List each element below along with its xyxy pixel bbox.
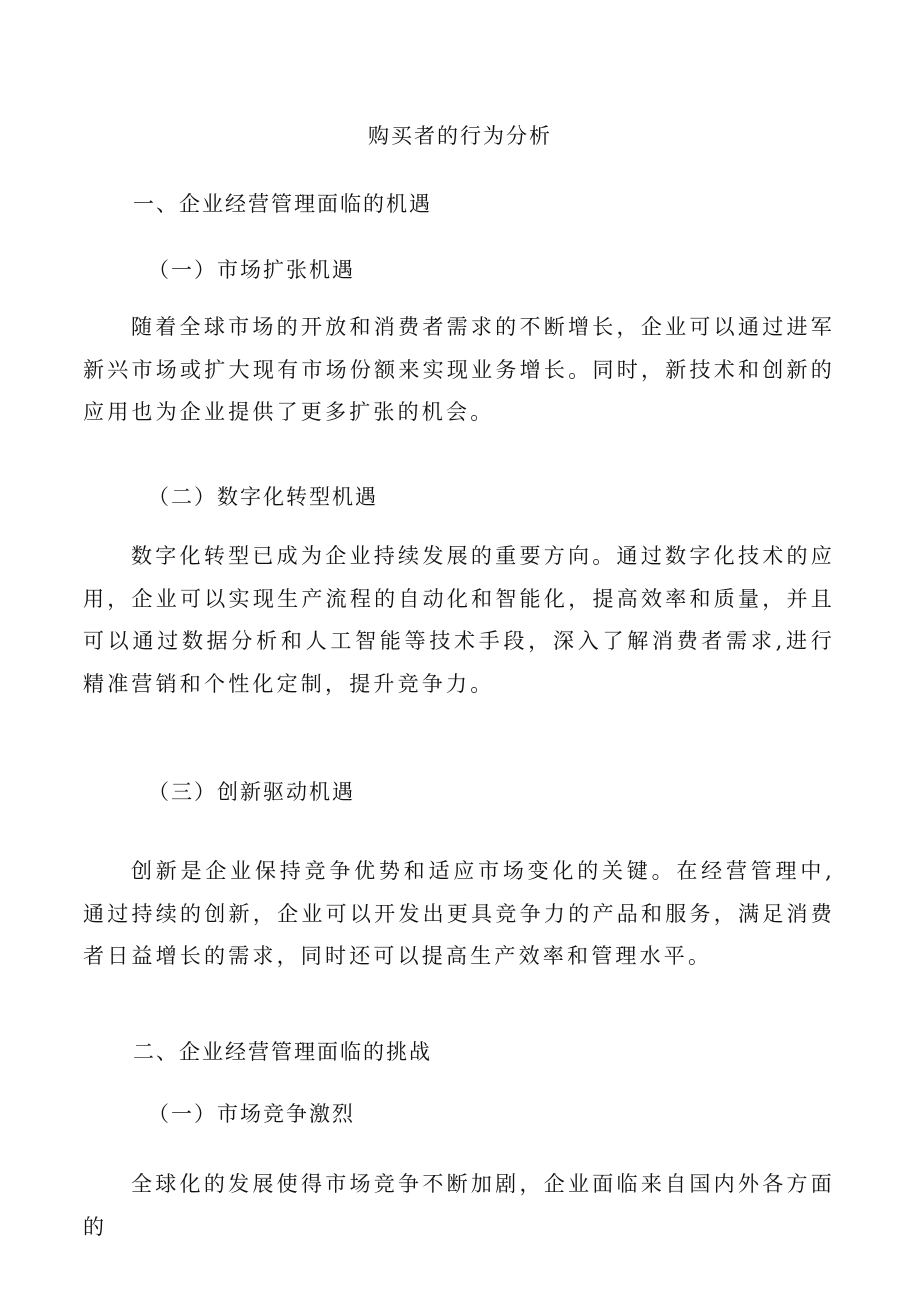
subsection-heading-market-expansion: （一）市场扩张机遇	[148, 258, 355, 282]
paragraph-market-competition: 全球化的发展使得市场竞争不断加剧，企业面临来自国内外各方面的	[83, 1172, 835, 1239]
document-title: 购买者的行为分析	[368, 124, 552, 148]
subsection-heading-innovation: （三）创新驱动机遇	[148, 780, 355, 804]
section-heading-challenges: 二、企业经营管理面临的挑战	[133, 1040, 432, 1064]
section-heading-opportunities: 一、企业经营管理面临的机遇	[133, 192, 432, 216]
paragraph-innovation: 创新是企业保持竞争优势和适应市场变化的关键。在经营管理中,通过持续的创新，企业可以开发出更具竞争力的产品和服务，满足消费者日益增长的需求，同时还可以提高生产效率和管理水平。	[83, 859, 835, 968]
subsection-heading-digital-transformation: （二）数字化转型机遇	[148, 485, 378, 509]
paragraph-market-expansion: 随着全球市场的开放和消费者需求的不断增长，企业可以通过进军新兴市场或扩大现有市场份额来实现业务增长。同时，新技术和创新的应用也为企业提供了更多扩张的机会。	[83, 315, 835, 424]
paragraph-digital-transformation: 数字化转型已成为企业持续发展的重要方向。通过数字化技术的应用，企业可以实现生产流程的自动化和智能化，提高效率和质量，并且可以通过数据分析和人工智能等技术手段，深入了解消费者需求,进行精准营销和个性化定制，提升竞争力。	[83, 544, 835, 696]
subsection-heading-market-competition: （一）市场竞争激烈	[148, 1102, 355, 1126]
